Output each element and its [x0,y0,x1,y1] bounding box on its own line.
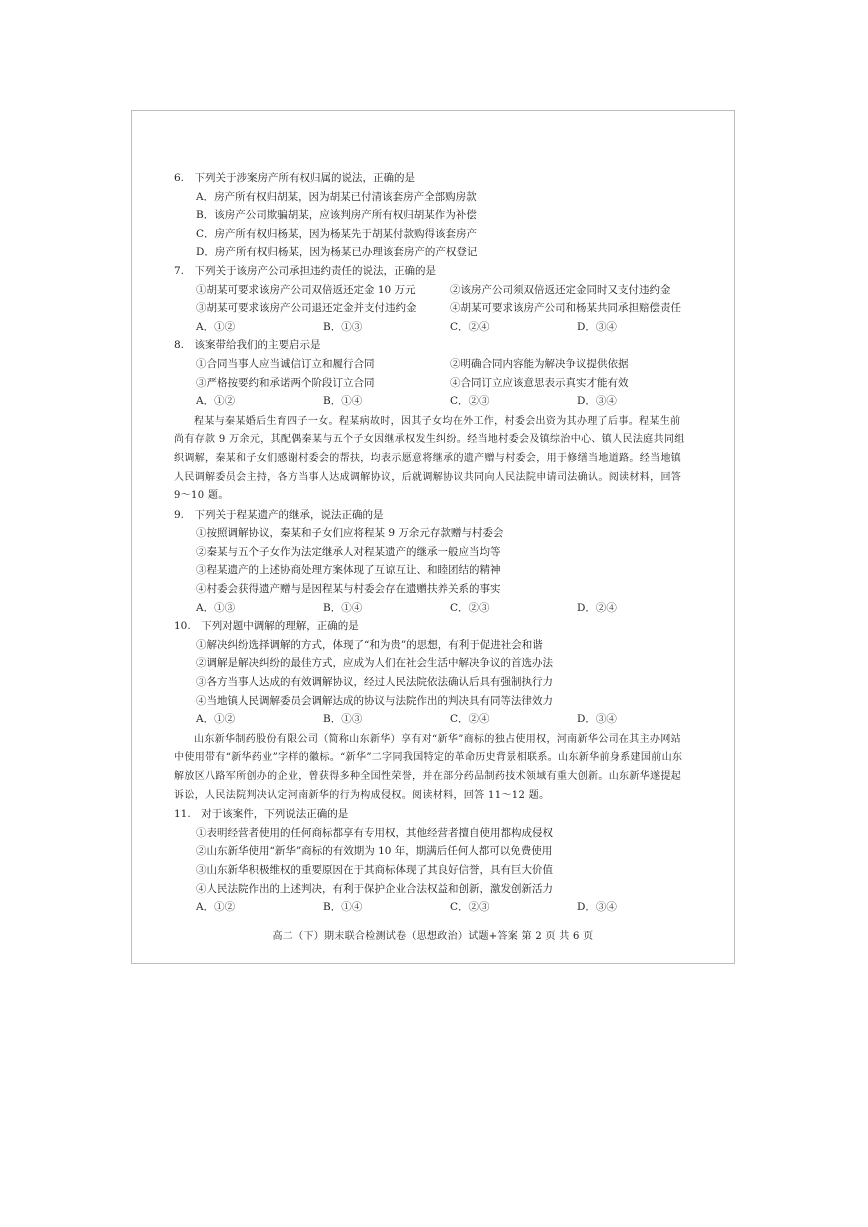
choice-b: B．①④ [323,901,363,914]
question-9 [174,506,704,618]
question-stem: 8. 该案带给我们的主要启示是 [174,339,321,352]
option-b: B．该房产公司欺骗胡某，应该判房产所有权归胡某作为补偿 [196,209,477,222]
option-d: D．房产所有权归杨某，因为杨某已办理该套房产的产权登记 [196,246,478,259]
item-3: ③程某遗产的上述协商处理方案体现了互谅互让、和睦团结的精神 [196,564,501,577]
item-2: ②明确合同内容能为解决争议提供依据 [450,357,629,370]
choice-c: C．②③ [450,901,490,914]
question-stem: 9. 下列关于程某遗产的继承，说法正确的是 [174,508,384,521]
choice-b: B．①④ [323,601,363,614]
item-2: ②该房产公司须双倍返还定金同时又支付违约金 [450,283,671,296]
item-2: ②山东新华使用“新华”商标的有效期为 10 年，期满后任何人都可以免费使用 [196,845,553,858]
choice-d: D．③④ [577,713,617,726]
item-1: ①合同当事人应当诚信订立和履行合同 [196,357,375,370]
question-7 [174,262,704,336]
item-2: ②调解是解决纠纷的最佳方式，应成为人们在社会生活中解决争议的首选办法 [196,657,553,670]
item-4: ④胡某可要求该房产公司和杨某共同承担赔偿责任 [450,302,681,315]
page-content [174,169,704,917]
choice-d: D．②④ [577,601,617,614]
choice-c: C．②④ [450,713,490,726]
option-c: C．房产所有权归杨某，因为杨某先于胡某付款购得该套房产 [196,227,478,240]
page-footer: 高二（下）期末联合检测试卷（思想政治）试题+答案 第 2 页 共 6 页 [272,931,594,942]
choice-b: B．①④ [323,395,363,408]
choice-a: A．①② [196,395,236,408]
choice-a: A．①③ [196,601,236,614]
choice-d: D．③④ [577,395,617,408]
item-3: ③山东新华积极维权的重要原因在于其商标体现了其良好信誉，具有巨大价值 [196,863,553,876]
reading-passage-2: 山东新华制药股份有限公司（简称山东新华）享有对“新华”商标的独占使用权，河南新华公司在其主办网站中使用带有“新华药业”字样的徽标。“新华”二字同我国特定的革命历史背景相联系。山东新华前身系建国前山东解放区八路军所创办的企业，曾获得多种全国性荣誉，并在部分药品制药技术领域有重大创新。山东新华遂提起诉讼，人民法院判决认定河南新华的行为构成侵权。阅读材料，回答 11～12 题。 [174,733,683,801]
item-4: ④村委会获得遗产赠与是因程某与村委会存在遗赠扶养关系的事实 [196,583,501,596]
question-8 [174,336,704,410]
exam-page [131,110,735,964]
choice-c: C．②③ [450,395,490,408]
item-1: ①按照调解协议，秦某和子女们应将程某 9 万余元存款赠与村委会 [196,527,504,540]
item-1: ①解决纠纷选择调解的方式，体现了“和为贵”的思想，有利于促进社会和谐 [196,638,543,651]
question-stem: 10. 下列对题中调解的理解，正确的是 [174,620,359,633]
question-stem: 11. 对于该案件，下列说法正确的是 [174,808,349,821]
reading-passage-1: 程某与秦某婚后生育四子一女。程某病故时，因其子女均在外工作，村委会出资为其办理了后事。程某生前尚有存款 9 万余元，其配偶秦某与五个子女因继承权发生纠纷。经当地村委会及镇综治中心、镇人民法庭共同组织调解，秦某和子女们感谢村委会的帮扶，均表示愿意将继承的遗产赠与村委会，用于修缮当地道路。经当地镇人民调解委员会主持，各方当事人达成调解协议，后就调解协议共同向人民法院申请司法确认。阅读材料，回答 9～10 题。 [174,415,685,502]
option-a: A．房产所有权归胡某，因为胡某已付清该套房产全部购房款 [196,190,477,203]
item-1: ①胡某可要求该房产公司双倍返还定金 10 万元 [196,283,416,296]
item-3: ③各方当事人达成的有效调解协议，经过人民法院依法确认后具有强制执行力 [196,676,553,689]
item-1: ①表明经营者使用的任何商标都享有专用权，其他经营者擅自使用都构成侵权 [196,826,553,839]
choice-b: B．①③ [323,320,363,333]
question-11 [174,805,704,917]
item-2: ②秦某与五个子女作为法定继承人对程某遗产的继承一般应当均等 [196,545,501,558]
item-4: ④合同订立应该意思表示真实才能有效 [450,376,629,389]
choice-b: B．①③ [323,713,363,726]
question-6 [174,169,704,262]
item-4: ④当地镇人民调解委员会调解达成的协议与法院作出的判决具有同等法律效力 [196,694,553,707]
item-3: ③胡某可要求该房产公司退还定金并支付违约金 [196,302,417,315]
choice-a: A．①② [196,901,236,914]
choice-a: A．①② [196,320,236,333]
item-4: ④人民法院作出的上述判决，有利于保护企业合法权益和创新，激发创新活力 [196,882,553,895]
choice-d: D．③④ [577,320,617,333]
choice-d: D．③④ [577,901,617,914]
question-stem: 7. 下列关于该房产公司承担违约责任的说法，正确的是 [174,264,437,277]
question-stem: 6. 下列关于涉案房产所有权归属的说法，正确的是 [174,172,416,184]
choice-c: C．②③ [450,601,490,614]
question-10 [174,617,704,729]
choice-c: C．②④ [450,320,490,333]
item-3: ③严格按要约和承诺两个阶段订立合同 [196,376,375,389]
choice-a: A．①② [196,713,236,726]
